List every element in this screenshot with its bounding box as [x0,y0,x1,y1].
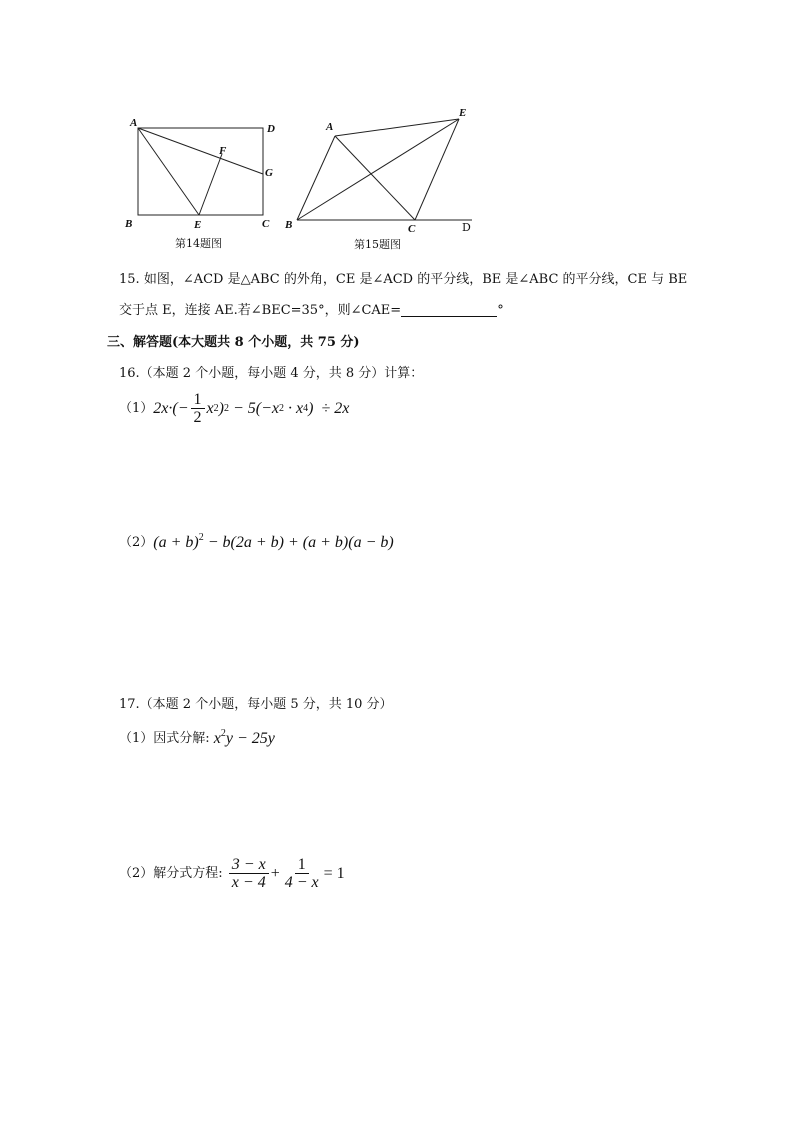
q17-header: 17.（本题 2 个小题，每小题 5 分，共 10 分） [119,697,393,712]
q16-p1-t4: − 5(−x [228,399,279,417]
q17-p2-f2-num: 1 [295,856,309,874]
q15-answer-blank[interactable] [401,303,497,317]
q17-p2-f2-den: 4 − x [284,874,319,891]
fig14-caption: 第14题图 [175,237,222,250]
fig14-label-b: B [125,218,133,230]
q16-p1-t5: · x [283,399,304,417]
q16-p2-expression [153,534,393,552]
fig15-label-d: D [462,221,471,234]
fig14-label-e: E [194,219,202,231]
q17-p2-f1-num: 3 − x [229,856,269,874]
fig15-label-b: B [285,219,293,231]
q15-line2 [119,303,504,319]
q16-p2-sup1: 2 [198,532,204,543]
q16-p1-expression: 2x·(− $\frac{1}{2}$ x 2 ) 2 − 5(−x 2 · x 4 ) ÷ 2x [153,391,350,426]
figure-15-diagram [282,104,478,252]
q16-part1 [119,391,349,426]
q16-p1-t6: ) ÷ 2x [308,399,350,417]
fig14-label-c: C [262,218,270,230]
fig15-label-e: E [459,107,467,119]
q16-p1-t1: 2x·(− [153,399,189,417]
q17-p2-label: （2）解分式方程: [119,865,227,881]
q17-p1-expression [214,730,275,748]
figure-14 [118,112,288,252]
q15-text-line1: 如图，∠ACD 是△ABC 的外角，CE 是∠ACD 的平分线，BE 是∠ABC 的平分线，CE 与 BE [143,272,688,287]
q17-part1 [119,730,275,748]
q17-p1-t2: y − 25y [225,730,275,747]
q16-part2 [119,534,394,552]
q15-number: 15. [119,272,140,287]
q16-p1-t3: ) [218,399,224,417]
q16-p2-t1: (a + b) [153,534,199,551]
q17-p2-fraction-1 [229,856,269,891]
fig14-label-a: A [130,117,138,129]
fig14-label-f: F [219,145,227,157]
q16-header: 16.（本题 2 个小题，每小题 4 分，共 8 分）计算： [119,366,424,381]
q16-p2-label: （2） [119,535,154,550]
q17-p2-expression [227,856,345,891]
section-3-title: 三、解答题(本大题共 8 个小题，共 75 分) [107,335,360,350]
q15-degree-unit: ° [497,303,504,318]
fig15-label-c: C [408,223,416,235]
q16-p1-t2: x [206,399,214,417]
fig14-label-d: D [267,123,275,135]
q15-line1 [119,272,687,288]
figure-14-diagram [118,112,288,252]
q17-p1-t1: x [213,730,221,747]
q17-part2 [119,856,345,891]
q17-p2-eq: = 1 [323,864,345,882]
q17-p1-sup1: 2 [220,728,226,739]
figure-15 [282,104,478,252]
q16-p2-t2: − b(2a + b) + (a + b)(a − b) [203,534,394,551]
q15-text-line2: 交于点 E，连接 AE.若∠BEC=35°，则∠CAE= [119,303,402,318]
fig14-label-g: G [265,167,273,179]
q17-p2-fraction-2 [282,856,322,891]
q17-p1-label: （1）因式分解: [119,731,214,746]
fig15-caption: 第15题图 [354,238,401,251]
q17-p2-plus: + [270,864,280,882]
q16-p1-fraction [191,391,205,426]
q16-p1-frac-den: 2 [193,409,202,426]
q16-p1-label: （1） [119,400,154,416]
q17-p2-f1-den: x − 4 [231,874,266,891]
fig15-label-a: A [326,121,334,133]
q16-p1-frac-num: 1 [191,391,205,409]
